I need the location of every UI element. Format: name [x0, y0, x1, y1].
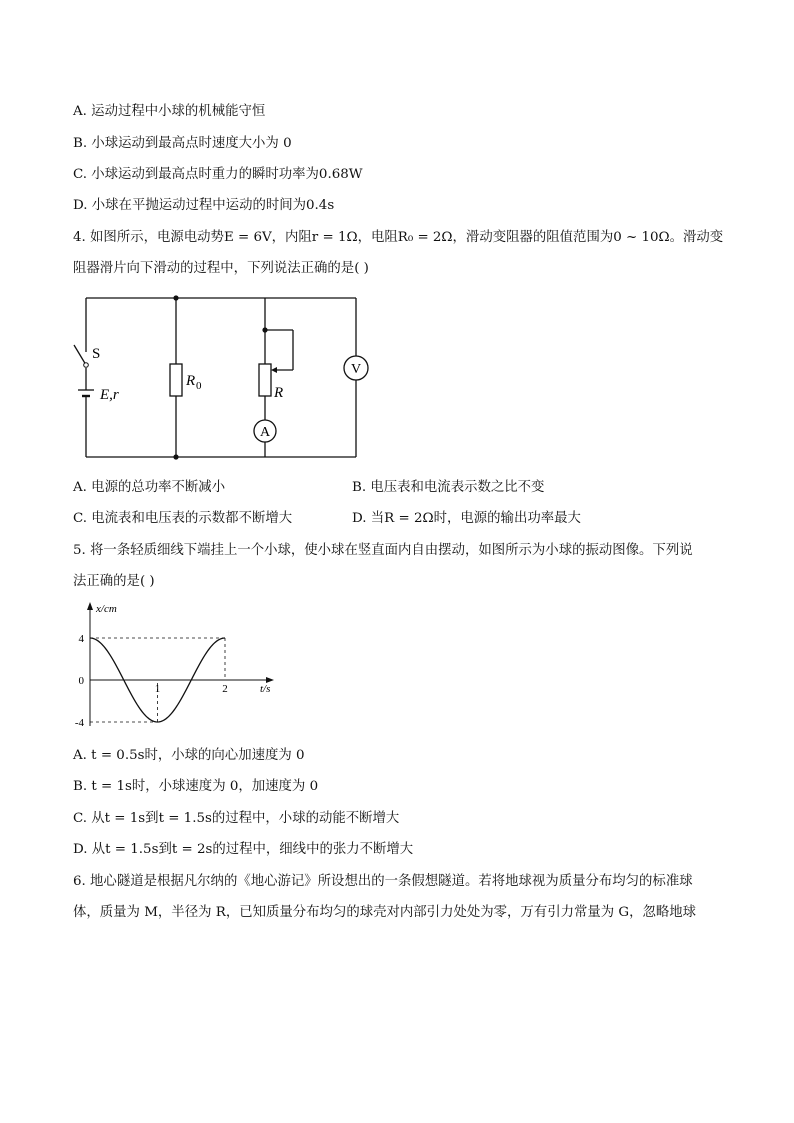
junction-node [173, 295, 178, 300]
origin-label: 0 [78, 675, 84, 687]
resistor-r0 [170, 364, 182, 396]
q5-stem-line1: 5. 将一条轻质细线下端挂上一个小球，使小球在竖直面内自由摆动，如图所示为小球的振动图像。下列说 [73, 543, 693, 558]
x-tick-label: 1 [154, 683, 161, 695]
y-axis-label: x/cm [96, 603, 117, 615]
source-label: E,r [100, 387, 119, 403]
switch-contact [84, 363, 89, 368]
q5-option-a: A. t = 0.5s时，小球的向心加速度为 0 [73, 748, 305, 763]
q5-option-b: B. t = 1s时，小球速度为 0，加速度为 0 [73, 779, 319, 794]
circuit-diagram [60, 290, 390, 465]
q4-stem-line1: 4. 如图所示，电源电动势E = 6V，内阻r = 1Ω，电阻R₀ = 2Ω，滑动变阻器的阻值范围为0 ~ 10Ω。滑动变 [73, 230, 724, 245]
slider-arrow [271, 367, 277, 373]
ammeter-label: A [259, 425, 271, 440]
q5-option-c: C. 从t = 1s到t = 1.5s的过程中，小球的动能不断增大 [73, 811, 400, 826]
q6-line1: 6. 地心隧道是根据凡尔纳的《地心游记》所设想出的一条假想隧道。若将地球视为质量分布均匀的标准球 [73, 874, 693, 889]
q3-option-d: D. 小球在平抛运动过程中运动的时间为0.4s [73, 198, 335, 213]
q6-line2: 体，质量为 M，半径为 R，已知质量分布均匀的球壳对内部引力处处为零，万有引力常量为 G，忽略地球 [73, 905, 697, 920]
switch-label: S [92, 346, 101, 362]
y-axis-arrow [87, 602, 93, 610]
r0-subscript: 0 [196, 380, 202, 392]
y-tick-label: 4 [78, 633, 84, 645]
q3-option-b: B. 小球运动到最高点时速度大小为 0 [73, 136, 292, 151]
resistor-r [259, 364, 271, 396]
junction-node [262, 327, 267, 332]
q3-option-c: C. 小球运动到最高点时重力的瞬时功率为0.68W [73, 167, 363, 182]
q4-option-c: C. 电流表和电压表的示数都不断增大 [73, 511, 293, 526]
q3-option-a: A. 运动过程中小球的机械能守恒 [73, 104, 266, 119]
q5-stem-line2: 法正确的是( ) [73, 574, 155, 589]
q4-stem-line2: 阻器滑片向下滑动的过程中，下列说法正确的是( ) [73, 261, 369, 276]
q4-option-d: D. 当R = 2Ω时，电源的输出功率最大 [352, 511, 581, 526]
oscillation-chart [60, 600, 290, 732]
q4-option-b: B. 电压表和电流表示数之比不变 [352, 480, 545, 495]
x-tick-label: 2 [222, 683, 228, 695]
q4-option-a: A. 电源的总功率不断减小 [73, 480, 226, 495]
y-tick-label: -4 [74, 717, 84, 729]
switch-blade [74, 345, 86, 365]
junction-node [173, 454, 178, 459]
q5-option-d: D. 从t = 1.5s到t = 2s的过程中，细线中的张力不断增大 [73, 842, 414, 857]
r0-label: R [186, 373, 196, 389]
r-label: R [274, 385, 284, 401]
x-axis-label: t/s [260, 683, 271, 695]
voltmeter-label: V [350, 362, 362, 377]
